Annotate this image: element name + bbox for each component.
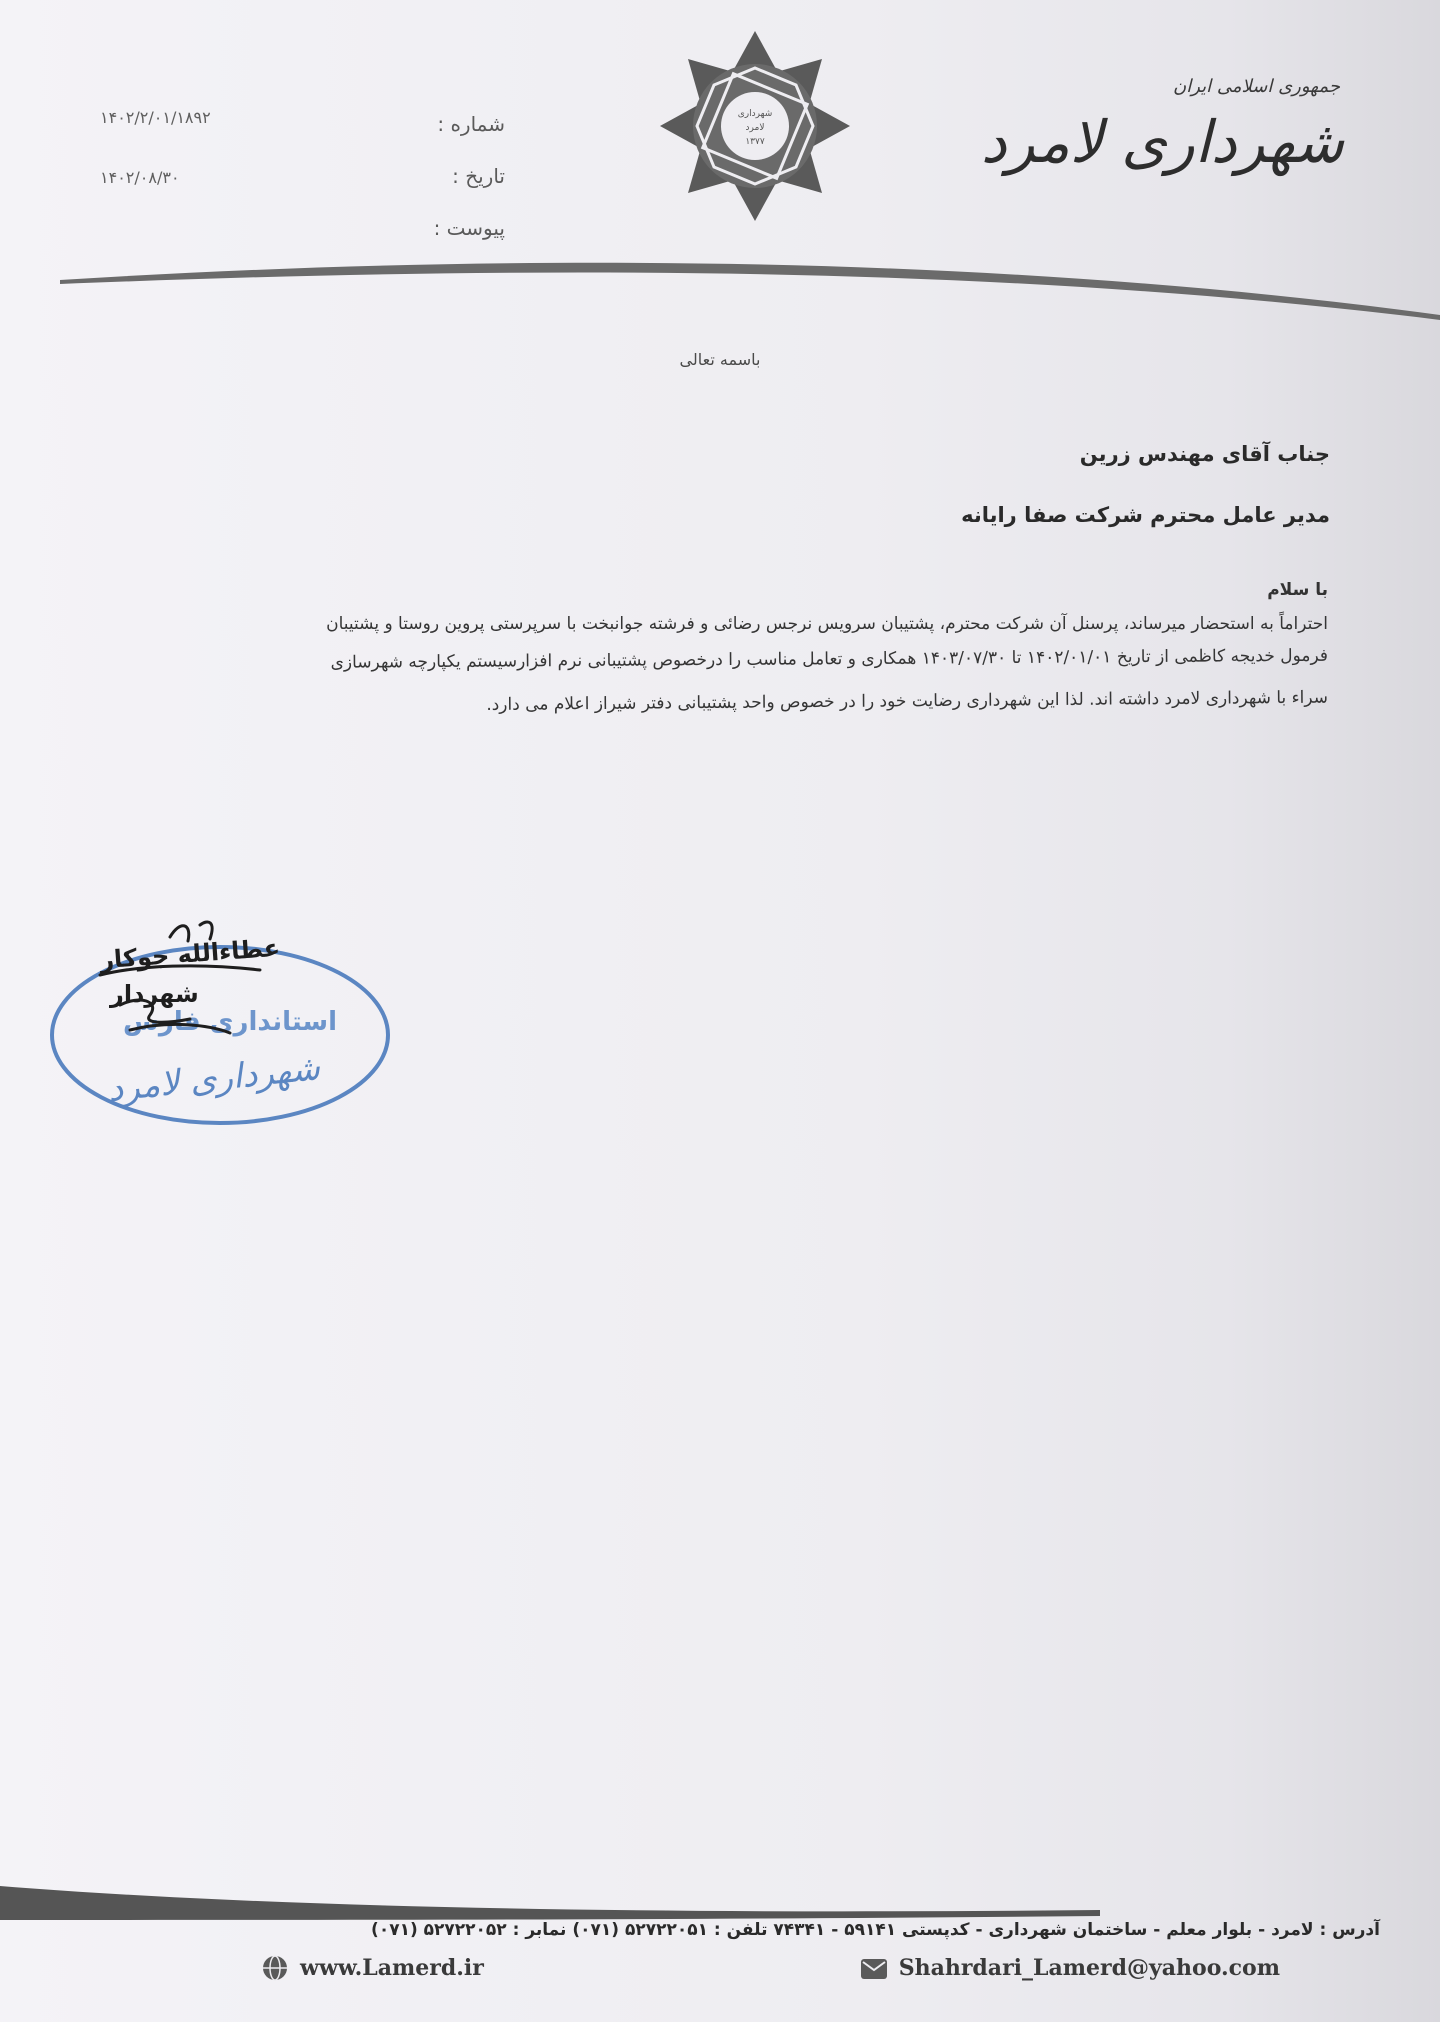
footer-divider — [0, 1880, 1100, 1920]
letter-number: ۱۴۰۲/۲/۰۱/۱۸۹۲ — [100, 108, 211, 127]
globe-icon — [260, 1953, 290, 1983]
website-contact — [260, 1950, 484, 1986]
emblem-text-city: لامرد — [745, 123, 765, 133]
date-label: تاریخ : — [452, 164, 505, 188]
body-line: سراء با شهرداری لامرد داشته اند. لذا این شهرداری رضایت خود را در خصوص واحد پشتیبانی دفتر شیراز اعلام می دارد. — [486, 687, 1329, 715]
organization-name: شهرداری لامرد — [980, 108, 1344, 176]
postal-address: آدرس : لامرد - بلوار معلم - ساختمان شهرداری - کدپستی ۵۹۱۴۱ - ۷۴۳۴۱ تلفن : ۵۲۷۲۲۰۵۱ (۰۷۱) نمابر : ۵۲۷۲۲۰۵۲ (۰۷۱) — [371, 1920, 1380, 1940]
handwritten-signature-icon — [80, 915, 280, 1055]
email-icon — [859, 1953, 889, 1983]
number-label: شماره : — [437, 112, 505, 136]
seal-center-text: شهرداری لامرد — [105, 1048, 322, 1111]
municipality-emblem-icon — [640, 26, 870, 226]
email-address[interactable]: Shahrdari_Lamerd@yahoo.com — [898, 1955, 1280, 1981]
attachment-label: پیوست : — [433, 216, 505, 240]
header-divider — [60, 250, 1440, 320]
website-url[interactable]: www.Lamerd.ir — [300, 1955, 484, 1981]
signer-title: شهردار — [110, 980, 199, 1008]
republic-heading: جمهوری اسلامی ایران — [1173, 76, 1340, 97]
body-line: فرمول خدیجه کاظمی از تاریخ ۱۴۰۲/۰۱/۰۱ تا ۱۴۰۳/۰۷/۳۰ همکاری و تعامل مناسب را درخصوص پشتیبانی نرم افزارسیستم یکپارچه شهرسازی — [330, 645, 1329, 673]
signer-name: عطاءالله جوکار — [99, 933, 281, 975]
emblem-text-year: ۱۳۷۷ — [745, 137, 765, 147]
letter-date: ۱۴۰۲/۰۸/۳۰ — [100, 168, 180, 187]
invocation: باسمه تعالی — [679, 350, 761, 369]
email-contact — [859, 1950, 1280, 1986]
recipient-title: مدیر عامل محترم شرکت صفا رایانه — [961, 503, 1330, 527]
body-line: احتراماً به استحضار میرساند، پرسنل آن شرکت محترم، پشتیبان سرویس نرجس رضائی و فرشته جوانبخت با سرپرستی پروین روستا و پشتیبان — [326, 614, 1328, 634]
emblem-text-name: شهرداری — [737, 109, 773, 119]
recipient-name: جناب آقای مهندس زرین — [1079, 442, 1330, 466]
salutation: با سلام — [1267, 580, 1328, 600]
seal-ring-text: استانداری فارس — [122, 1007, 338, 1037]
